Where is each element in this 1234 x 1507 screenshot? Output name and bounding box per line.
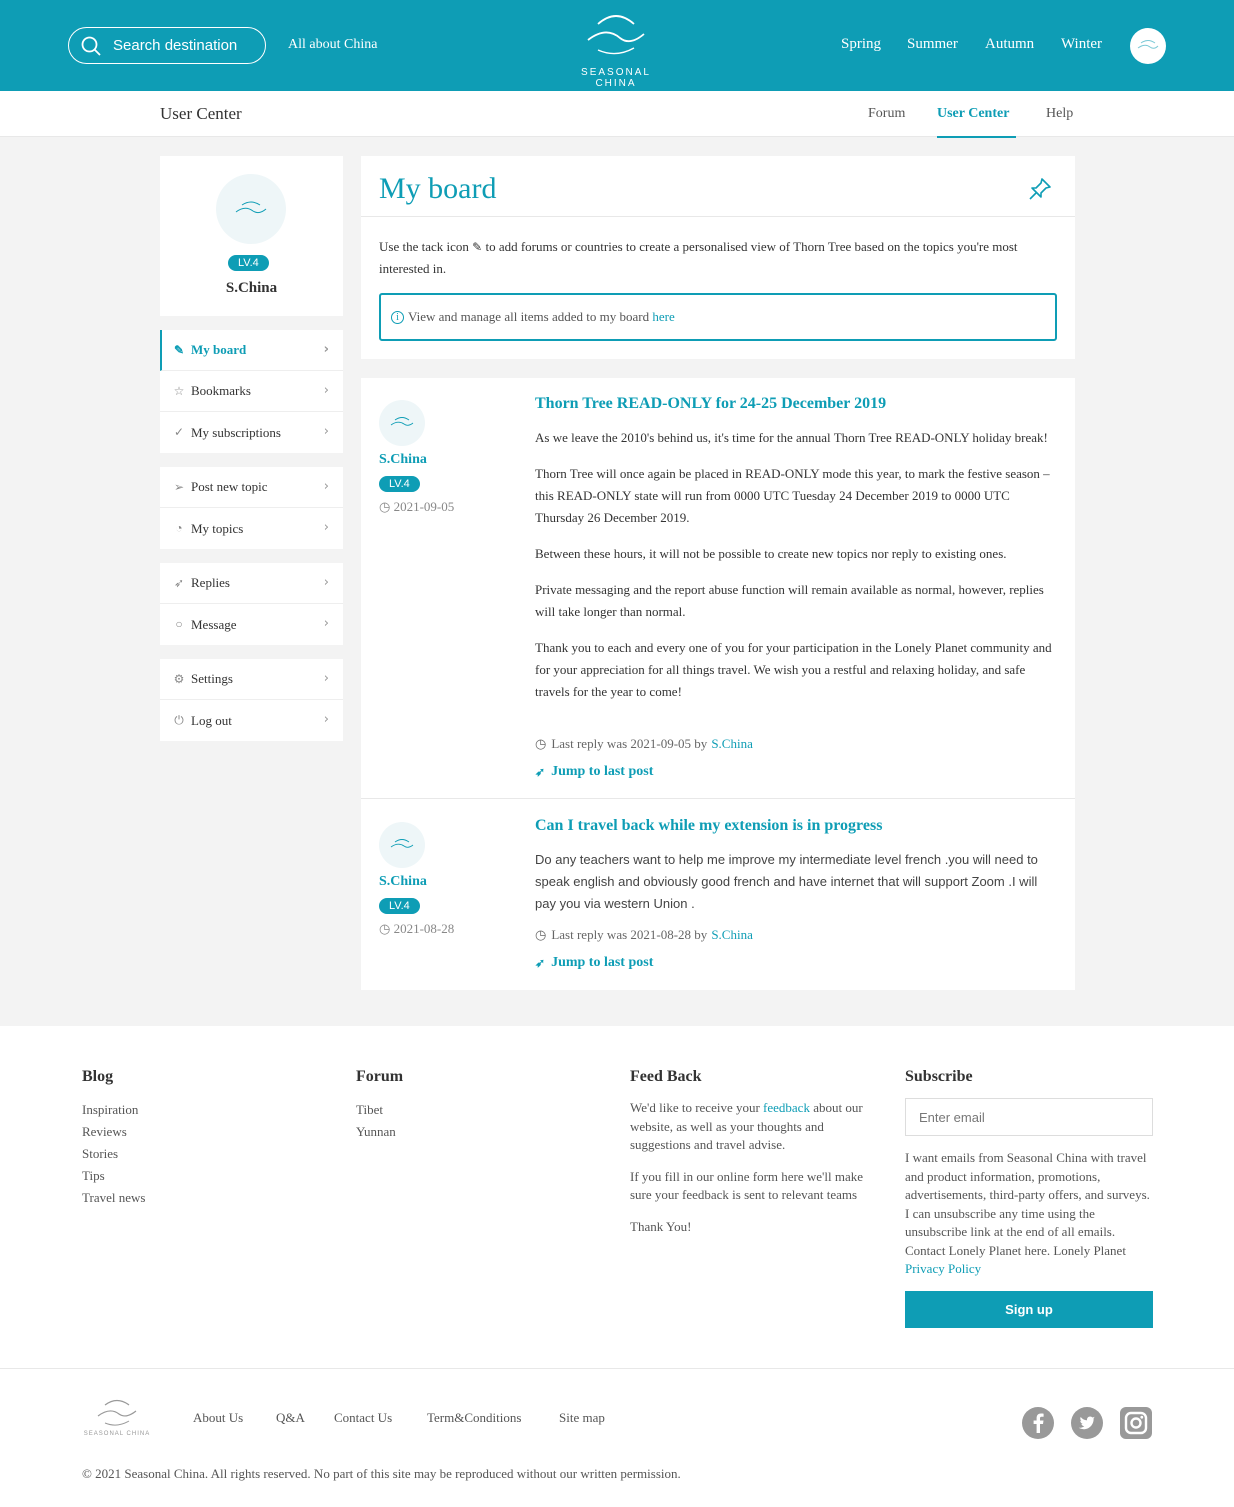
wave-logo-icon	[584, 10, 648, 60]
menu-item-my-topics[interactable]	[160, 508, 343, 549]
menu-item-log-out[interactable]	[160, 700, 343, 741]
twitter-icon[interactable]	[1071, 1407, 1103, 1439]
season-spring[interactable]: Spring	[841, 36, 882, 52]
clock-icon: ◷	[379, 499, 391, 514]
menu-item-settings[interactable]	[160, 659, 343, 700]
post-title[interactable]: Thorn Tree READ-ONLY for 24-25 December 2019	[535, 395, 887, 412]
jump-to-last-post[interactable]	[535, 764, 653, 780]
post-paragraph: Do any teachers want to help me improve my intermediate level french .you will need to speak english and obviously good french and have internet that will support Zoom .I will pay you via western Union .	[535, 852, 1038, 911]
menu-item-my-board[interactable]	[160, 330, 343, 371]
footer-qa-link[interactable]: Q&A	[276, 1410, 305, 1425]
jump-label: Jump to last post	[551, 955, 654, 970]
feedback-text	[630, 1099, 878, 1236]
footer-feedback-title: Feed Back	[630, 1068, 702, 1085]
user-avatar[interactable]	[1130, 28, 1166, 64]
feedback-link[interactable]: feedback	[763, 1100, 810, 1115]
footer-link[interactable]: Inspiration	[82, 1102, 139, 1117]
board-notice	[379, 293, 1057, 341]
menu-label: My subscriptions	[191, 424, 281, 440]
season-autumn[interactable]: Autumn	[985, 36, 1035, 52]
post-paragraph: Private messaging and the report abuse function will remain available as normal, however, replies will take longer than normal.	[535, 582, 1044, 619]
search-placeholder[interactable]: Search destination	[113, 37, 238, 54]
chevron-right-icon: ›	[323, 424, 329, 439]
page-title: User Center	[160, 104, 242, 123]
menu-item-replies[interactable]	[160, 563, 343, 604]
author-name[interactable]: S.China	[379, 452, 427, 467]
chevron-right-icon: ›	[323, 712, 329, 727]
wave-logo-icon	[95, 1396, 139, 1428]
feedback-text-part: We'd like to receive your	[630, 1100, 760, 1115]
feedback-paragraph: Thank You!	[630, 1218, 692, 1234]
sign-up-button[interactable]: Sign up	[905, 1291, 1153, 1328]
post-paragraph: Thorn Tree will once again be placed in READ-ONLY mode this year, to mark the festive season – this READ-ONLY state will run from 0000 UTC Tuesday 24 December 2019 to 0000 UTC Thursday 26 December 2019.	[535, 466, 1050, 525]
feedback-paragraph: If you fill in our online form here we'll make sure your feedback is sent to relevant teams	[630, 1168, 864, 1202]
divider	[0, 1368, 1234, 1369]
season-winter[interactable]: Winter	[1061, 36, 1103, 52]
clock-icon: ◷	[535, 927, 547, 942]
info-icon: i	[391, 311, 404, 324]
last-reply	[535, 736, 753, 752]
clock-icon: ◷	[535, 736, 547, 751]
menu-item-subscriptions[interactable]	[160, 412, 343, 453]
footer-link[interactable]: Reviews	[82, 1124, 127, 1139]
avatar-logo-icon	[389, 837, 415, 853]
settings-icon: ⚙	[173, 671, 185, 686]
post-title[interactable]: Can I travel back while my extension is in progress	[535, 817, 883, 834]
footer-forum-title: Forum	[356, 1068, 404, 1085]
chevron-right-icon: ›	[323, 671, 329, 686]
post-paragraph: Between these hours, it will not be possible to create new topics nor reply to existing ones.	[535, 546, 1007, 561]
menu-label: My topics	[191, 520, 244, 536]
season-summer[interactable]: Summer	[907, 36, 958, 52]
chevron-right-icon: ›	[323, 342, 329, 357]
footer-terms-link[interactable]: Term&Conditions	[427, 1410, 522, 1425]
chevron-right-icon: ›	[323, 479, 329, 494]
footer-link[interactable]: Yunnan	[356, 1124, 396, 1139]
nav-active-underline	[937, 136, 1016, 138]
chevron-right-icon: ›	[323, 383, 329, 398]
tack-icon: ✎	[472, 240, 483, 254]
last-reply	[535, 927, 753, 943]
divider	[361, 798, 1075, 799]
menu-item-bookmarks[interactable]	[160, 371, 343, 412]
clock-icon: ◷	[379, 921, 391, 936]
email-input[interactable]	[905, 1098, 1153, 1136]
footer-link[interactable]: Tips	[82, 1168, 105, 1183]
date-text: 2021-08-28	[393, 921, 455, 936]
profile-name: S.China	[225, 280, 278, 296]
menu-group-messages	[160, 563, 343, 645]
chevron-right-icon: ›	[323, 575, 329, 590]
reply-icon: ➶	[173, 575, 185, 590]
all-about-china-link[interactable]: All about China	[288, 37, 378, 52]
board-description	[379, 236, 1059, 280]
menu-group-board	[160, 330, 343, 453]
jump-arrow-icon: ➶	[535, 955, 546, 970]
footer-subscribe-title: Subscribe	[905, 1068, 973, 1085]
last-reply-text: Last reply was 2021-09-05 by	[551, 736, 708, 751]
post-paragraph: Thank you to each and every one of you for your participation in the Lonely Planet community and for your appreciation for all things travel. We wish you a restful and relaxing holiday, and safe travels for the year to come!	[535, 640, 1052, 699]
menu-item-message[interactable]	[160, 604, 343, 645]
post-body	[535, 849, 1055, 929]
feedback-text-part: about our website, as well as your thoughts and suggestions and travel advise.	[630, 1100, 863, 1152]
last-reply-author[interactable]: S.China	[711, 927, 753, 942]
board-title: My board	[379, 172, 497, 205]
footer-contact-link[interactable]: Contact Us	[334, 1410, 393, 1425]
menu-label: Log out	[191, 712, 232, 728]
avatar-logo-icon	[1136, 38, 1160, 54]
logo-text: SEASONAL CHINA	[581, 67, 651, 89]
subscribe-text-part: I want emails from Seasonal China with travel and product information, promotions, advertisements, third-party offers, and surveys. I can unsubscribe any time using the unsubscribe link at the end of all emails. Contact Lonely Planet here. Lonely Planet	[905, 1150, 1150, 1258]
menu-label: Post new topic	[191, 479, 268, 494]
menu-label: My board	[191, 342, 247, 357]
pin-icon[interactable]	[1027, 176, 1053, 202]
search-box[interactable]	[68, 27, 266, 64]
footer-logo-text: SEASONAL CHINA	[83, 1431, 151, 1437]
avatar-logo-icon	[233, 199, 269, 219]
chevron-right-icon: ›	[323, 616, 329, 631]
nav-forum[interactable]: Forum	[868, 106, 906, 121]
instagram-icon[interactable]	[1120, 1407, 1152, 1439]
send-icon: ➢	[173, 479, 185, 494]
notice-text: View and manage all items added to my board	[408, 309, 650, 324]
facebook-icon[interactable]	[1022, 1407, 1054, 1439]
message-icon: ○	[175, 617, 183, 631]
jump-label: Jump to last post	[551, 764, 654, 779]
subscribe-text	[905, 1149, 1153, 1279]
menu-group-topics	[160, 467, 343, 549]
profile-avatar[interactable]	[216, 174, 286, 244]
author-avatar[interactable]	[379, 822, 425, 868]
level-badge: LV.4	[228, 255, 269, 271]
power-icon: ⏻	[174, 713, 184, 727]
post-paragraph: As we leave the 2010's behind us, it's time for the annual Thorn Tree READ-ONLY holiday break!	[535, 430, 1048, 445]
topic-icon: ◔	[175, 521, 183, 535]
footer-link[interactable]: Stories	[82, 1146, 119, 1161]
privacy-policy-link[interactable]: Privacy Policy	[905, 1261, 982, 1276]
site-logo[interactable]	[560, 10, 672, 89]
footer-blog-title: Blog	[82, 1068, 114, 1085]
post-list	[361, 378, 1075, 990]
menu-label: Settings	[191, 671, 233, 686]
divider	[361, 216, 1075, 217]
level-badge: LV.4	[379, 476, 420, 492]
jump-arrow-icon: ➶	[535, 764, 546, 779]
footer-forum-list	[356, 1099, 396, 1143]
search-icon	[81, 36, 101, 56]
footer-blog-list	[82, 1099, 145, 1209]
footer-link[interactable]: Tibet	[356, 1102, 383, 1117]
menu-label: Message	[191, 616, 237, 632]
level-badge: LV.4	[379, 898, 420, 914]
nav-user-center[interactable]: User Center	[937, 106, 1010, 121]
author-name[interactable]: S.China	[379, 874, 427, 889]
menu-label: Replies	[191, 575, 230, 590]
last-reply-author[interactable]: S.China	[711, 736, 753, 751]
board-card	[361, 156, 1075, 359]
star-icon: ☆	[173, 383, 185, 398]
profile-card	[160, 156, 343, 316]
pin-icon: ✎	[173, 342, 185, 357]
menu-label: Bookmarks	[191, 383, 251, 398]
board-desc-text: Use the tack icon	[379, 239, 469, 254]
author-avatar[interactable]	[379, 400, 425, 446]
manage-here-link[interactable]: here	[652, 309, 675, 324]
post-date	[379, 921, 454, 937]
footer-logo[interactable]	[82, 1396, 152, 1437]
footer-about-link[interactable]: About Us	[193, 1410, 244, 1425]
chevron-right-icon: ›	[323, 520, 329, 535]
post-body	[535, 427, 1055, 717]
check-icon: ✓	[173, 425, 185, 439]
post-date	[379, 499, 454, 515]
board-desc-text: to add forums or countries to create a personalised view of Thorn Tree based on the topics you're most interested in.	[379, 239, 1018, 276]
menu-group-account	[160, 659, 343, 741]
nav-help[interactable]: Help	[1046, 106, 1074, 121]
jump-to-last-post[interactable]	[535, 955, 653, 971]
date-text: 2021-09-05	[393, 499, 455, 514]
footer-link[interactable]: Travel news	[82, 1190, 146, 1205]
last-reply-text: Last reply was 2021-08-28 by	[551, 927, 708, 942]
footer-sitemap-link[interactable]: Site map	[559, 1410, 605, 1425]
copyright-text: © 2021 Seasonal China. All rights reserved. No part of this site may be reproduced without our written permission.	[82, 1466, 681, 1481]
menu-item-post-new-topic[interactable]	[160, 467, 343, 508]
avatar-logo-icon	[389, 415, 415, 431]
feedback-paragraph	[630, 1099, 878, 1155]
